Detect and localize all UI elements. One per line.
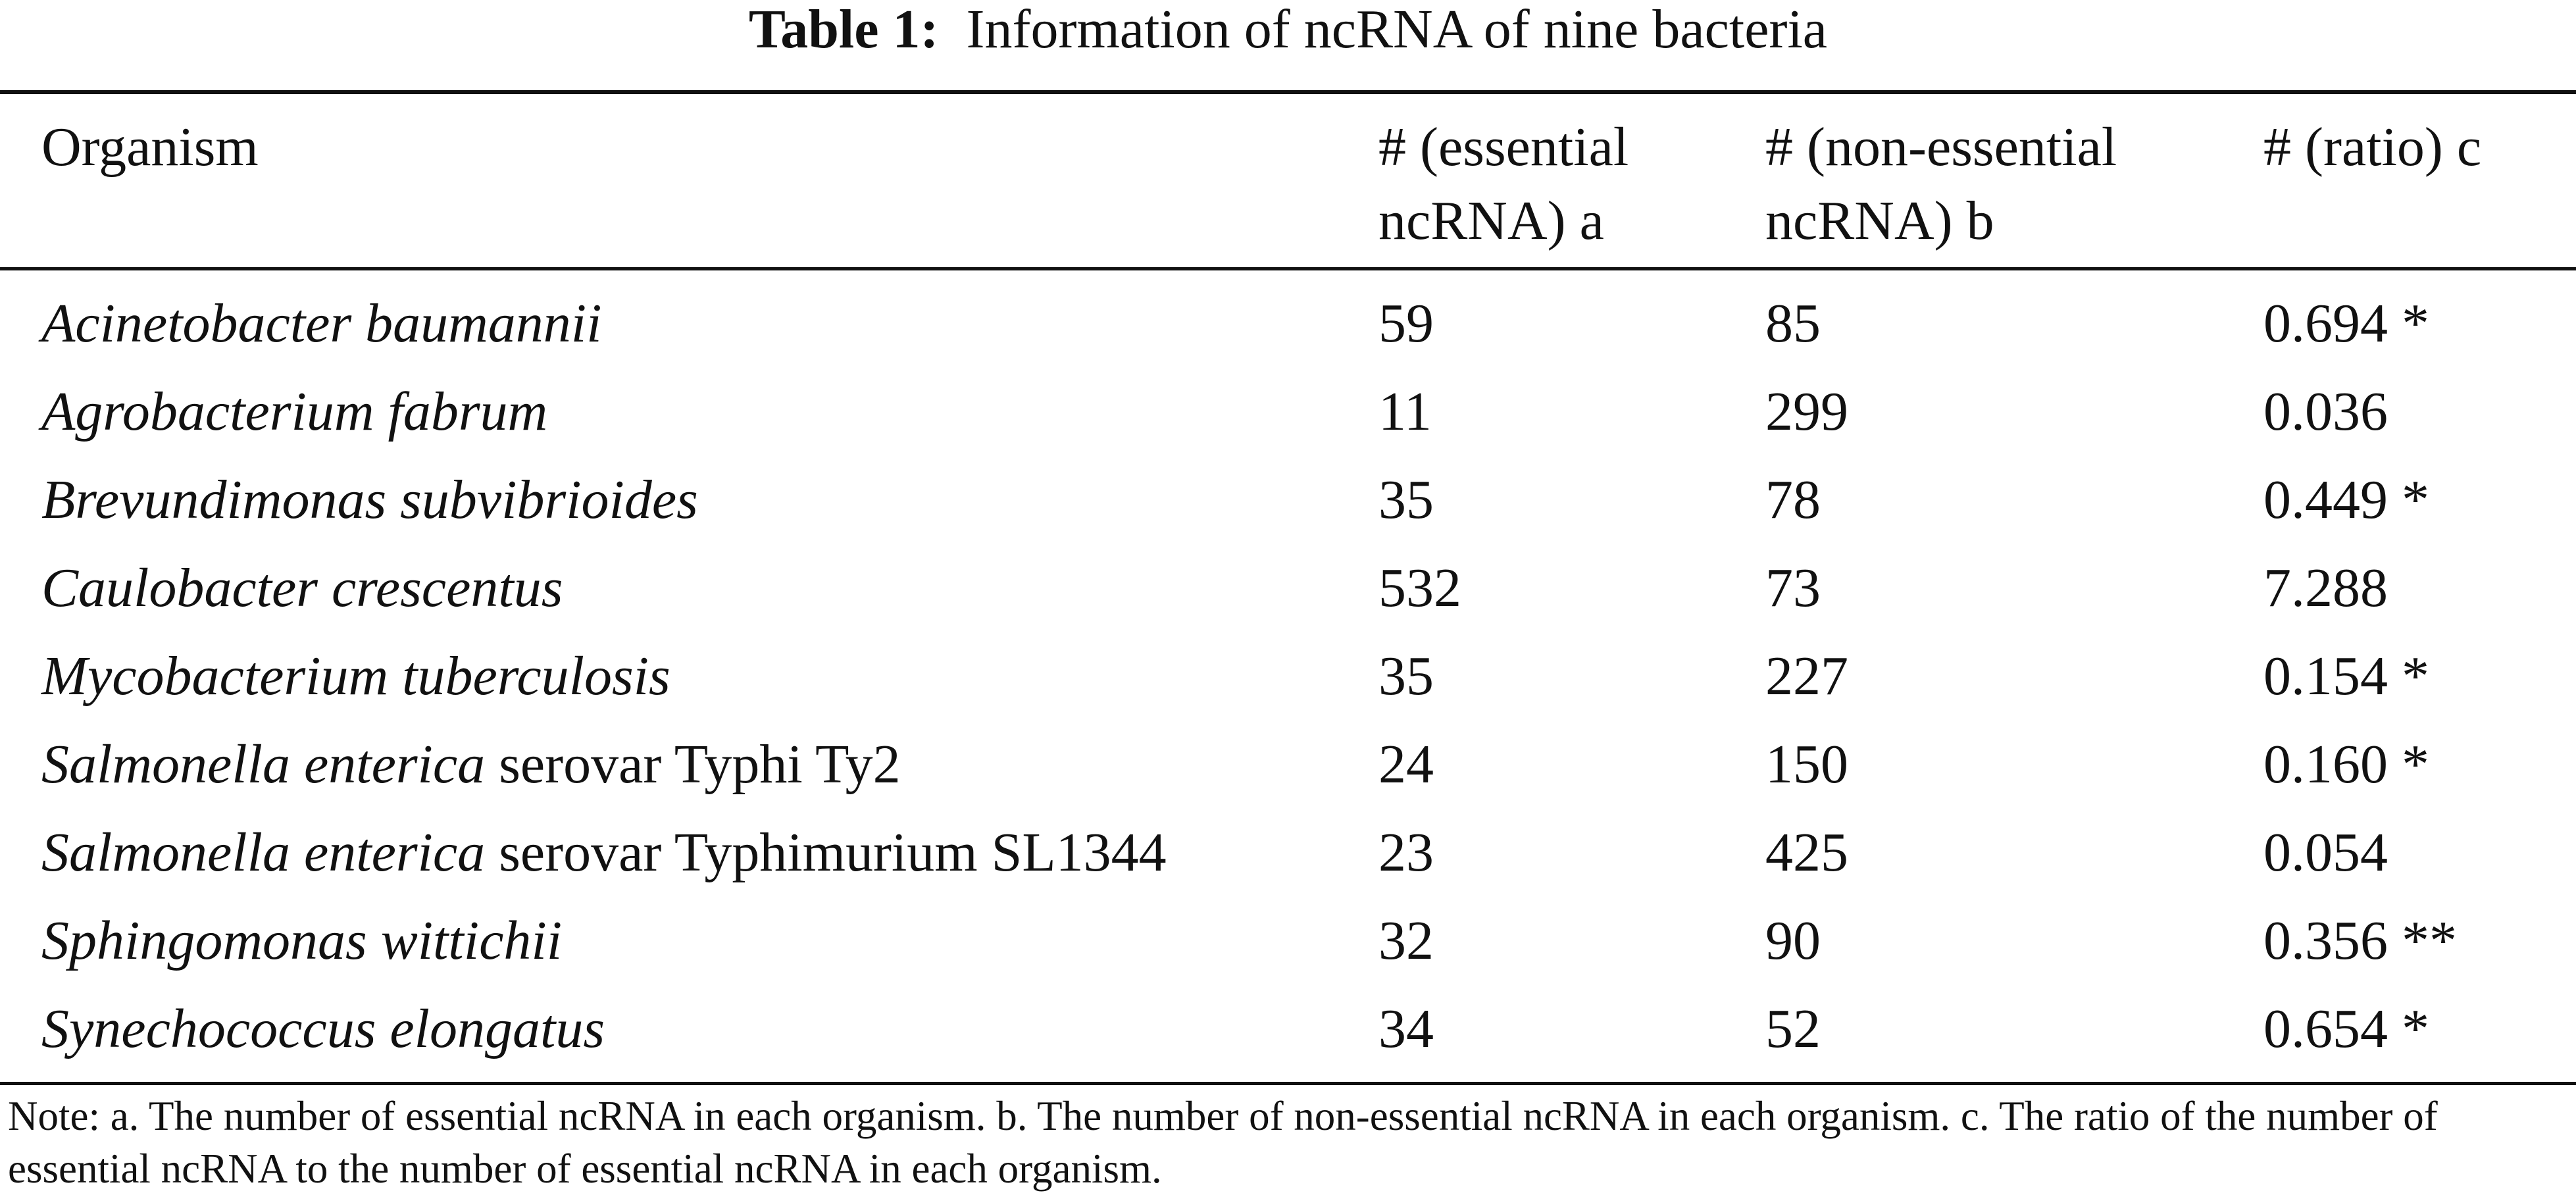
organism-name: Mycobacterium tuberculosis [41,646,670,707]
organism-cell [41,544,563,632]
ratio-cell: 0.160 * [2263,734,2429,795]
organism-cell [41,809,1167,897]
nonessential-count-cell: 227 [1765,646,1848,707]
header-essential-line-2: ncRNA) a [1378,190,1604,251]
table-caption [0,0,2576,59]
table-note [8,1090,2571,1195]
table-caption-label: Table 1: [748,0,939,60]
organism-name: Synechococcus elongatus [41,998,605,1059]
header-essential-ncrna [1378,111,1629,258]
table-row [0,368,2576,456]
organism-name: Acinetobacter baumannii [41,293,602,354]
organism-name: Sphingomonas wittichii [41,910,563,971]
ratio-cell: 0.654 * [2263,998,2429,1059]
organism-name: Brevundimonas subvibrioides [41,469,698,530]
table-row [0,897,2576,985]
essential-count-cell: 11 [1378,381,1432,442]
ratio-cell: 0.449 * [2263,469,2429,530]
organism-suffix: serovar Typhi Ty2 [485,734,901,795]
table-bottom-rule [0,1082,2576,1085]
ratio-cell: 7.288 [2263,557,2388,619]
table-note-line-2: essential ncRNA to the number of essential ncRNA in each organism. [8,1146,1162,1192]
ratio-cell: 0.054 [2263,822,2388,883]
organism-name: Salmonella enterica [41,822,486,883]
header-ratio-line-1: # (ratio) c [2263,116,2482,178]
nonessential-count-cell: 90 [1765,910,1821,971]
essential-count-cell: 34 [1378,998,1434,1059]
nonessential-count-cell: 52 [1765,998,1821,1059]
table-note-line-1: Note: a. The number of essential ncRNA in each organism. b. The number of non-essential ncRNA in each organism. c. The ratio of the number of [8,1093,2438,1139]
organism-cell [41,280,601,368]
nonessential-count-cell: 299 [1765,381,1848,442]
organism-cell [41,897,562,985]
organism-name: Caulobacter crescentus [41,557,563,619]
table-row [0,456,2576,544]
nonessential-count-cell: 150 [1765,734,1848,795]
essential-count-cell: 32 [1378,910,1434,971]
organism-suffix: serovar Typhimurium SL1344 [485,822,1167,883]
table-row [0,985,2576,1073]
table-row [0,809,2576,897]
nonessential-count-cell: 425 [1765,822,1848,883]
table-caption-text: Information of ncRNA of nine bacteria [966,0,1828,60]
essential-count-cell: 59 [1378,293,1434,354]
ratio-cell: 0.154 * [2263,646,2429,707]
essential-count-cell: 532 [1378,557,1461,619]
essential-count-cell: 35 [1378,646,1434,707]
header-ratio [2263,111,2481,184]
header-organism [41,111,259,184]
nonessential-count-cell: 85 [1765,293,1821,354]
ratio-cell: 0.356 ** [2263,910,2457,971]
organism-cell [41,632,670,721]
header-essential-line-1: # (essential [1378,116,1629,178]
organism-name: Agrobacterium fabrum [41,381,548,442]
ratio-cell: 0.036 [2263,381,2388,442]
table-row [0,544,2576,632]
organism-cell [41,456,698,544]
header-organism-line-1: Organism [41,116,259,178]
header-nonessential-ncrna [1765,111,2117,258]
header-nonessential-line-2: ncRNA) b [1765,190,1994,251]
table-row [0,280,2576,368]
table-top-rule [0,90,2576,94]
table-header-rule [0,267,2576,270]
header-nonessential-line-1: # (non-essential [1765,116,2117,178]
organism-cell [41,368,547,456]
essential-count-cell: 24 [1378,734,1434,795]
ratio-cell: 0.694 * [2263,293,2429,354]
nonessential-count-cell: 78 [1765,469,1821,530]
essential-count-cell: 35 [1378,469,1434,530]
essential-count-cell: 23 [1378,822,1434,883]
organism-cell [41,985,605,1073]
table-row [0,721,2576,809]
nonessential-count-cell: 73 [1765,557,1821,619]
organism-name: Salmonella enterica [41,734,486,795]
table-row [0,632,2576,721]
organism-cell [41,721,901,809]
